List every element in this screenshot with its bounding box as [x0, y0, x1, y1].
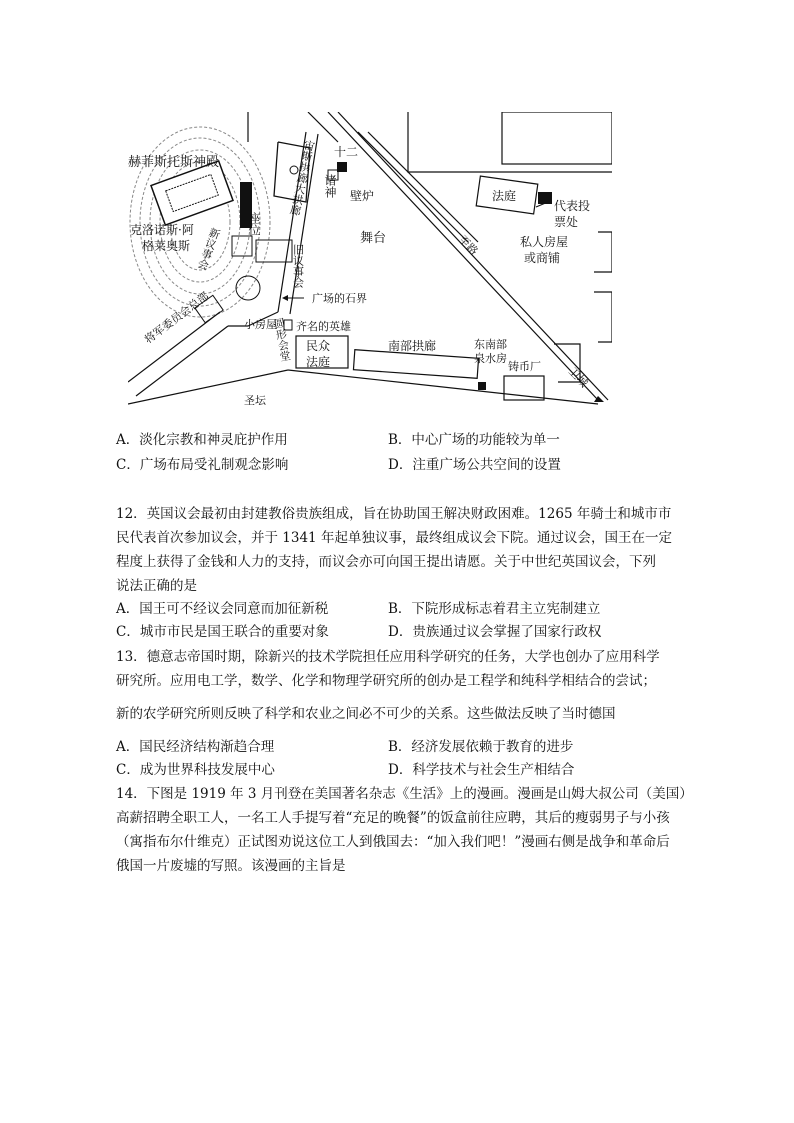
- q11-option-b: B．中心广场的功能较为单一: [388, 432, 560, 448]
- twelve-gods-square: [337, 162, 347, 172]
- q13-option-a: A．国民经济结构渐趋合理: [116, 739, 275, 755]
- south-stoa-building: [353, 350, 478, 379]
- q12-stem-line-1: 12．英国议会最初由封建教俗贵族组成，旨在协助国王解决财政困难。1265 年骑士和城市市: [116, 506, 672, 522]
- fountain-block: [478, 382, 486, 390]
- q12-stem-line-3: 程度上获得了金钱和人力的支持，而议会亦可向国王提出请愿。关于中世纪英国议会，下列: [116, 554, 656, 570]
- q12-option-c: C．城市市民是国王联合的重要对象: [116, 624, 329, 640]
- q13-option-d: D．科学技术与社会生产相结合: [388, 762, 575, 778]
- label-kronos: 克洛诺斯·阿: [130, 223, 194, 237]
- label-fountain2: 泉水房: [474, 352, 507, 365]
- label-ballot2: 票处: [554, 215, 579, 229]
- label-round: 圆形会堂: [271, 316, 293, 363]
- label-small-house: 小房屋: [244, 318, 277, 331]
- label-court: 法庭: [492, 189, 517, 203]
- q14-stem-line-4: 俄国一片废墟的写照。该漫画的主旨是: [116, 858, 346, 874]
- label-kronos2: 格莱奥斯: [142, 239, 191, 253]
- q12-option-b: B．下院形成标志着君主立宪制建立: [388, 601, 601, 617]
- label-altar: 圣坛: [244, 394, 266, 405]
- label-old-council: 旧议事会: [291, 244, 305, 288]
- label-new-council: 新议事会: [194, 225, 223, 272]
- label-hearth: 壁炉: [350, 189, 375, 203]
- q13-stem-line-1: 13．德意志帝国时期，除新兴的技术学院担任应用科学研究的任务，大学也创办了应用科学: [116, 649, 660, 665]
- round-house: [236, 276, 260, 300]
- ballot-building: [538, 192, 552, 204]
- q14-stem-line-2: 高薪招聘全职工人，一名工人手提写着“充足的晚餐”的饭盒前往应聘，其后的瘦弱男子与小孩: [116, 810, 670, 826]
- label-seat: 座位: [247, 212, 261, 236]
- label-twelve: 十二: [334, 145, 359, 159]
- label-temple: 赫菲斯托斯神殿: [128, 155, 220, 170]
- label-people-court2: 法庭: [306, 355, 331, 369]
- label-people-court: 民众: [306, 339, 331, 353]
- agora-map-svg: [128, 112, 612, 405]
- q12-stem-line-4: 说法正确的是: [116, 578, 197, 594]
- label-heroes: 齐名的英雄: [296, 320, 351, 333]
- label-private2: 或商铺: [524, 251, 561, 265]
- q11-option-d: D．注重广场公共空间的设置: [388, 457, 561, 473]
- q11-option-c: C．广场布局受礼制观念影响: [116, 457, 289, 473]
- agora-map: [128, 112, 612, 405]
- q13-option-b: B．经济发展依赖于教育的进步: [388, 739, 574, 755]
- label-mint: 铸币厂: [508, 360, 541, 373]
- label-stage: 舞台: [360, 231, 387, 246]
- label-ballot: 代表投: [554, 199, 591, 213]
- label-stoa: 宙斯拱廊大拱廊: [287, 138, 317, 217]
- label-south-stoa: 南部拱廊: [388, 339, 437, 353]
- temple-building: [151, 161, 233, 225]
- q14-stem-line-3: （寓指布尔什维克）正试图劝说这位工人到俄国去：“加入我们吧！”漫画右侧是战争和革命后: [116, 834, 670, 850]
- label-boundary: 广场的石界: [312, 292, 367, 305]
- q13-stem-line-2: 研究所。应用电工学，数学、化学和物理学研究所的创办是工程学和纯科学相结合的尝试；: [116, 673, 656, 689]
- q12-stem-line-2: 民代表首次参加议会，并于 1341 年起单独议事，最终组成议会下院。通过议会，国王在一定: [116, 530, 672, 546]
- label-fountain: 东南部: [474, 338, 507, 351]
- q13-stem-line-3: 新的农学研究所则反映了科学和农业之间必不可少的关系。这些做法反映了当时德国: [116, 706, 616, 722]
- q14-stem-line-1: 14．下图是 1919 年 3 月刊登在美国著名杂志《生活》上的漫画。漫画是山姆大叔公司（美国）: [116, 786, 693, 802]
- q12-option-d: D．贵族通过议会掌握了国家行政权: [388, 624, 602, 640]
- label-twelve2: 诸神: [323, 174, 337, 198]
- q12-option-a: A．国王可不经议会同意而加征新税: [116, 601, 329, 617]
- label-street: 至路: [455, 233, 481, 258]
- label-road-out: 卫城: [565, 365, 591, 390]
- label-generals: 将军委员会总部: [141, 289, 212, 347]
- label-private: 私人房屋: [520, 235, 569, 249]
- q13-option-c: C．成为世界科技发展中心: [116, 762, 275, 778]
- boundary-arrow-head: [282, 295, 288, 301]
- q11-option-a: A．淡化宗教和神灵庇护作用: [116, 432, 288, 448]
